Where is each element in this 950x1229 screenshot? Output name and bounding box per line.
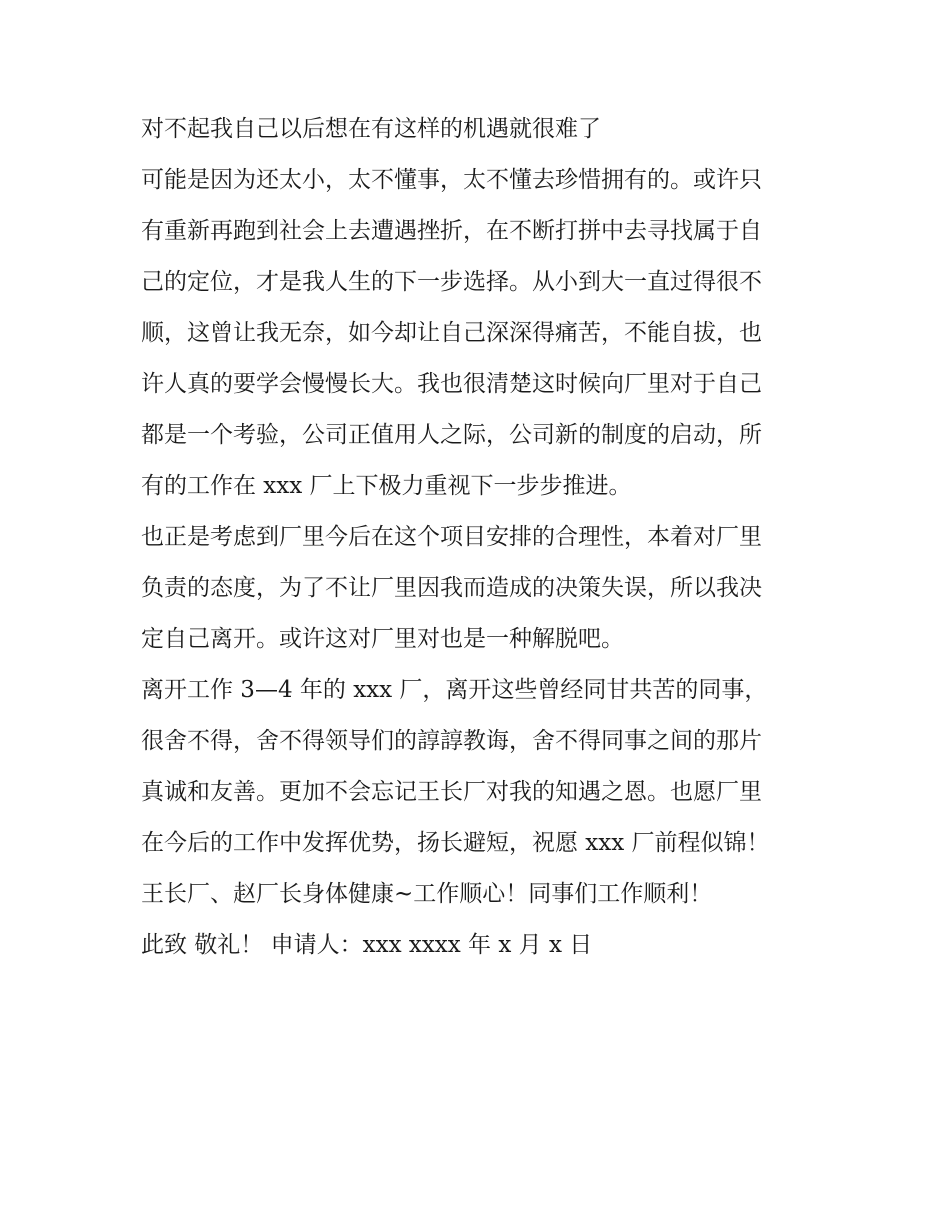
text-line: 有重新再跑到社会上去遭遇挫折，在不断打拼中去寻找属于自 <box>141 218 762 244</box>
text-line: 己的定位，才是我人生的下一步选择。从小到大一直过得很不 <box>141 269 762 295</box>
text-line: 对不起我自己以后想在有这样的机遇就很难了 <box>141 116 601 142</box>
text-line: 真诚和友善。更加不会忘记王长厂对我的知遇之恩。也愿厂里 <box>141 779 762 805</box>
text-line: 离开工作 3—4 年的 xxx 厂，离开这些曾经同甘共苦的同事， <box>141 677 768 703</box>
text-line: 顺，这曾让我无奈，如今却让自己深深得痛苦，不能自拔，也 <box>141 320 762 346</box>
text-line: 王长厂、赵厂长身体健康~工作顺心！同事们工作顺利！ <box>141 881 713 907</box>
text-line: 定自己离开。或许这对厂里对也是一种解脱吧。 <box>141 626 624 652</box>
text-line: 都是一个考验，公司正值用人之际，公司新的制度的启动，所 <box>141 422 762 448</box>
text-line: 也正是考虑到厂里今后在这个项目安排的合理性，本着对厂里 <box>141 524 762 550</box>
text-line: 负责的态度，为了不让厂里因我而造成的决策失误，所以我决 <box>141 575 762 601</box>
text-line: 可能是因为还太小，太不懂事，太不懂去珍惜拥有的。或许只 <box>141 167 762 193</box>
text-line: 许人真的要学会慢慢长大。我也很清楚这时候向厂里对于自己 <box>141 371 762 397</box>
text-line: 在今后的工作中发挥优势，扬长避短，祝愿 xxx 厂前程似锦！ <box>141 830 770 856</box>
text-line: 很舍不得，舍不得领导们的諄諄教诲，舍不得同事之间的那片 <box>141 728 762 754</box>
document-body <box>141 108 811 975</box>
text-line: 有的工作在 xxx 厂上下极力重视下一步步推进。 <box>141 473 632 499</box>
text-line: 此致 敬礼！ 申请人：xxx xxxx 年 x 月 x 日 <box>141 932 593 958</box>
